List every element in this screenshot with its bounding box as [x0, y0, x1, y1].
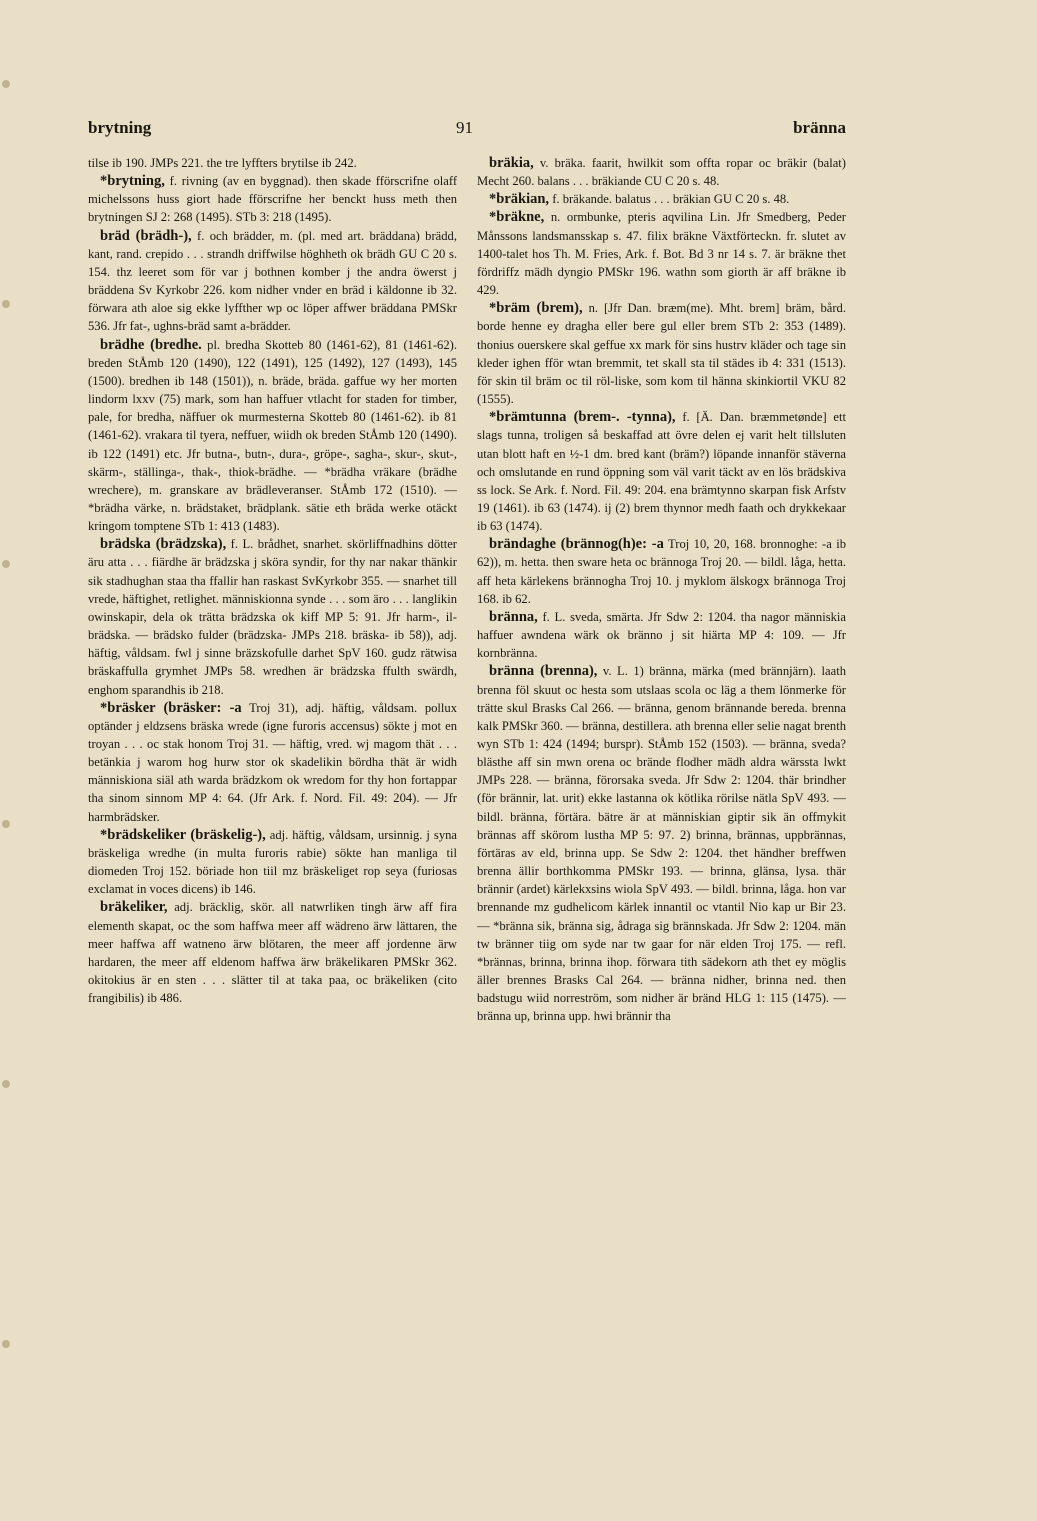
header-last-word: bränna [793, 118, 846, 137]
entry-text: adj. häftig, våldsam, ursinnig. j syna bräskeliga wredhe (in multa furoris rabie) sökte han manliga til diomeden Troj 152. böriade hon tiil mz bräskeliget rop seya (furiosas exclamat in voces dicens) ib 146. [88, 827, 458, 897]
entry-text: f. L. sveda, smärta. Jfr Sdw 2: 1204. tha nagor människia haffuer awndena wärk ok bränno j sit hiärta MP 4: 109. — Jfr kornbränna. [477, 609, 846, 661]
entry-text: Troj 10, 20, 168. bronnoghe: -a ib 62)), m. hetta. then sware heta oc brännoga Troj 20. — bildl. låga, hetta. aff heta kärlekens brännogha Troj 10. j myklom älskogx brännoga Troj 168. ib 62. [477, 537, 847, 606]
running-header [88, 118, 846, 142]
dictionary-entry [477, 408, 846, 535]
binding-hole [2, 820, 10, 828]
dictionary-entry [477, 190, 846, 208]
dictionary-entry [88, 535, 457, 698]
entry-headword: brändaghe (brännog(h)e: -a [489, 536, 664, 553]
dictionary-entry [477, 154, 846, 190]
dictionary-entry [88, 336, 457, 536]
dictionary-entry [477, 662, 846, 1025]
dictionary-entry [477, 608, 846, 662]
binding-hole [2, 560, 10, 568]
entry-headword: *bräsker (bräsker: -a [100, 699, 242, 716]
page-number: 91 [456, 118, 473, 137]
entry-headword: *brädskeliker (bräskelig-), [100, 826, 266, 843]
header-first-word: brytning [88, 118, 152, 137]
binding-hole [2, 80, 10, 88]
entry-headword: bräkeliker, [100, 899, 168, 916]
entry-text: adj. bräcklig, skör. all natwrliken tingh ärw aff fira elementh skapat, oc the som haffwa meer aff wädreno ärw lättaren, the meer haffwa aff watneno ärw blötaren, the meer aff jordenne ärw hardaren, the meer aff eldenom haffwa ärw bräkelikaren PMSkr 362. okitokius är en sten . . . slätter til at taka paa, oc bräkeliken (cito frangibilis) ib 486. [88, 900, 457, 1006]
dictionary-entry [477, 535, 846, 608]
dictionary-entry [88, 172, 457, 226]
dictionary-entry [477, 208, 846, 299]
entry-text: Troj 31), adj. häftig, våldsam. pollux optänder j eldzsens bräska wrede (igne furoris accensus) sökte j mot en troyan . . . oc stak honom Troj 31. — häftig, vred. wj magom thät . . . betänkia j warom hog hurw stor ok skadelikin bördha thät är widh människiona siäl ath warda brädzkom ok wredom for thy hon fortappar tha sinom sinnom MP 4: 64. (Jfr Ark. f. Nord. Fil. 49: 204). — Jfr harmbrädsker. [88, 700, 458, 824]
entry-text: f. rivning (av en byggnad). then skade fförscrifne olaff michelssons huss giort hade fförscrifne her benckt huss meth then brytningen SJ 2: 268 (1495). STb 3: 218 (1495). [88, 174, 458, 225]
dictionary-entry [88, 826, 457, 899]
entry-headword: brädhe (bredhe. [100, 336, 202, 353]
entry-text: f. bräkande. balatus . . . bräkian GU C 20 s. 48. [552, 192, 790, 207]
entry-headword: bräd (brädh-), [100, 227, 192, 244]
entry-text: n. ormbunke, pteris aqvilina Lin. Jfr Smedberg, Peder Månssons landsmansskap s. 47. filix bräkne Växtförteckn. fr. slutet av 1400-talet hos Th. M. Fries, Ark. f. Bot. Bd 3 nr 14 s. 7. är bräkne thet fördriffz mädh dyngio PMSkr 196. wathn som giorth är aff bräkne ib 429. [477, 210, 846, 298]
dictionary-entry [88, 154, 457, 172]
binding-hole [2, 300, 10, 308]
entry-text: n. [Jfr Dan. bræm(me). Mht. brem] bräm, bård. borde henne ey dragha eller bere gul eller brem STb 2: 353 (1489). thonius ouerskere skal geffue xx mark för sins hustrv kläder och tage sin kleder ighen fför wtan bremmit, tet skall sta til städes ib 4: 331 (1513). för skin til bräm oc til röl-liske, som kom til hänna skinkiortil VKU 82 (1555). [477, 301, 846, 407]
binding-hole [2, 1340, 10, 1348]
left-column [88, 154, 457, 1007]
entry-text: f. L. brådhet, snarhet. skörliffnadhins dötter äru atta . . . fiärdhe är brädzska j sköra syndir, for thy nar nakar thänkir sik stadhughan staa tha ffallir han raskast SvKyrkobr 355. — snarhet till vrede, häftighet, retlighet. människionna synde . . . som äro . . . langlikin owinskapir, dela ok trätta brädzska ok kiff MP 5: 91. Jfr harm-, il-brädska. — brädsko fulder (brädzska- JMPs 218. bräska- ib 58)), adj. häftig, våldsam. fwl j sinne bräzskofulle darhet SpV 160. gudz rätwisa bräskaffulla grymhet JMPs 58. wredhen är brädzska ffulth swärdh, enghom sparandhis ib 218. [88, 537, 457, 697]
entry-headword: brädska (brädzska), [100, 536, 227, 553]
dictionary-entry [88, 699, 457, 826]
entry-headword: bränna, [489, 608, 538, 625]
dictionary-entry [477, 299, 846, 408]
entry-headword: *brämtunna (brem-. -tynna), [489, 409, 676, 426]
entry-text: f. och brädder, m. (pl. med art. bräddana) brädd, kant, rand. crepido . . . strandh driffwilse höghheth ok brädh GU C 20 s. 154. thz leeret som för var j bothnen komber j the andra öwerst j bräddena Sv Kyrkobr 226. kom nidher vnder en bräd i käldonne ib 32. förwara ath aloe sig ekke lyffther wp oc löper affwer bräddana PMSkr 536. Jfr fat-, ughns-bräd samt a-brädder. [88, 228, 457, 334]
entry-text: pl. bredha Skotteb 80 (1461-62), 81 (1461-62). breden StÅmb 120 (1490), 122 (1491), 125 (1492), 127 (1493), 145 (1500). bredhen ib 148 (1501)), n. bräde, bräda. gaffue wy her morten lindorm lxxv (75) mark, som han haffuer vtlacht for staden for timber, pale, for bredha, näffuer ok murmesterna Skotteb 80 (1461-62). ib 81 (1461-62). vrakara til tyera, neffuer, wiidh ok breden StÅmb 120 (1490). ib 122 (1491) etc. Jfr butna-, butn-, dura-, gröpe-, sagha-, skur-, skut-, skärm-, ställinga-, thak-, thiok-brädhe. — *brädha vräkare (brädhe wrechere), m. granskare av brädleveranser. StÅmb 172 (1510). — *brädha värke, n. brädstaket, brädplank. sätie eth bräda werke otäckt kringom tomptene STb 1: 413 (1483). [88, 337, 457, 534]
entry-text: v. L. 1) bränna, märka (med brännjärn). laath brenna föl skuut oc hesta som utslaas scola oc läg a them lönmerke för trätte skul Brasks Cal 266. — bränna, genom brännande bereda. brenna kalk PMSkr 360. — bränna, destillera. ath brenna eller selie nagat brenth wyn STb 1: 424 (1494; burspr). StÅmb 152 (1503). — bränna, sveda? blästhe aff sin mwn orena oc brände flodher mädh aldra wärssta lwkt JMPs 228. — bränna, förorsaka sveda. Jfr Sdw 2: 1204. thär brindher (för brännir, lat. urit) ekke lastanna ok kötlika rörilse nätla SpV 493. — bildl. bränna, förtära. bätre är at människian giptir sik än offmykit brännas aff skörom lustha MP 5: 97. 2) brinna, brännas, uppbrännas, förtäras av eld, brinna upp. Se Sdw 2: 1204. thet händher breffwen brenna ällir borthkomma PMSkr 193. — brinna, glänsa, lysa. thär brännir (ardet) kärlekxsins wiola SpV 493. — bildl. brinna, låga. hon var brennande mz gudhelicom kärlek innantil oc vtantil Nio kap ur Bir 23. — *bränna sik, bränna sig, ådraga sig brännskada. Jfr Sdw 2: 1204. män tw bränner tiig om syde nar tw gaar for när elden Troj 175. — refl. *brännas, brinna, brinna ihop. förwara tith sädekorn ath thet ey möglis äller brennes Brasks Cal 264. — bränna nidher, brinna ned. then badstugu wiid norreström, som nidher är bränd HLG 1: 115 (1475). — bränna up, brinna upp. hwi brännir tha [477, 664, 847, 1024]
right-column [477, 154, 846, 1026]
binding-holes [0, 0, 14, 1521]
entry-headword: bräkia, [489, 155, 534, 171]
binding-hole [2, 1080, 10, 1088]
dictionary-entry [88, 898, 457, 1007]
entry-headword: bränna (brenna), [489, 663, 598, 680]
entry-headword: *bräm (brem), [489, 300, 583, 317]
dictionary-entry [88, 227, 457, 336]
entry-headword: *bräkne, [489, 209, 545, 226]
entry-headword: *bräkian, [489, 191, 550, 208]
entry-headword: *brytning, [100, 173, 165, 190]
entry-text: f. [Ä. Dan. bræmmetønde] ett slags tunna, troligen så beskaffad att övre delen ej varit helt tillsluten utan blott haft en ½-1 dm. bred kant (bräm?) löpande innanför stäverna och omslutande en rund öppning som väl varit täckt av en lös brädskiva ss lock. Se Ark. f. Nord. Fil. 49: 204. ena brämtynno skarpan fisk Arfstv 19 (1461). ib 63 (1474). ij (2) brem thynnor medh faath och drykkekaar ib 63 (1474). [477, 410, 847, 534]
entry-text: tilse ib 190. JMPs 221. the tre lyffters brytilse ib 242. [88, 156, 357, 170]
entry-text: v. bräka. faarit, hwilkit som offta ropar oc bräkir (balat) Mecht 260. balans . . . bräkiande CU C 20 s. 48. [477, 156, 846, 189]
